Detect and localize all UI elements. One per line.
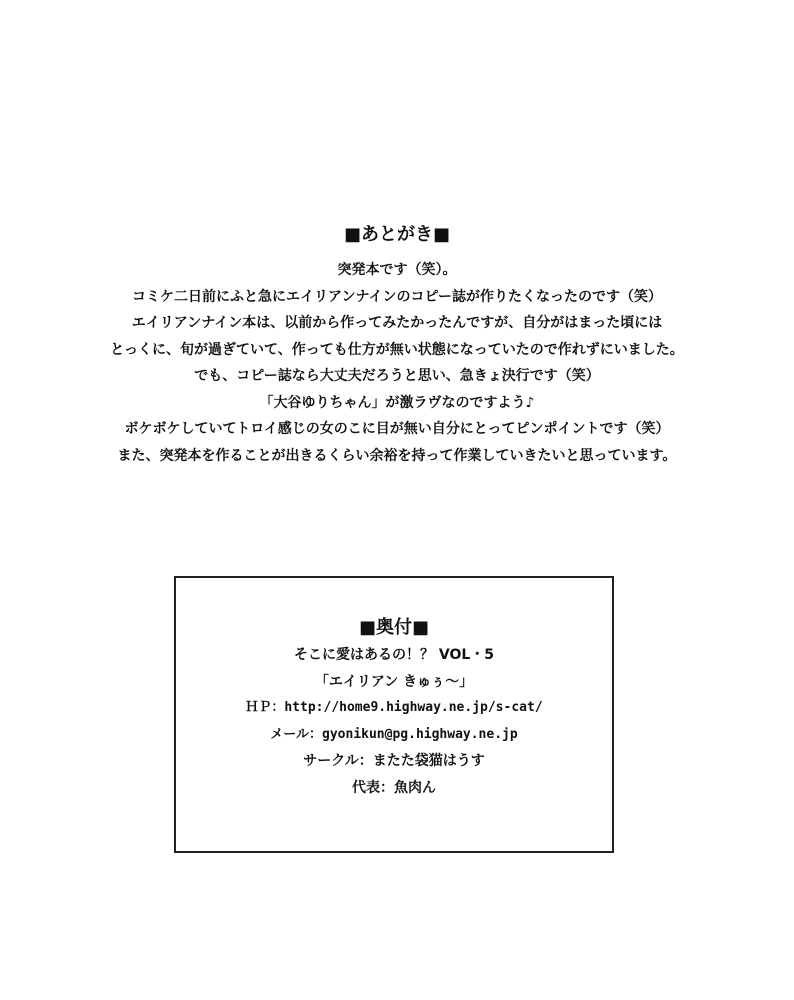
afterword-line-3: エイリアンナイン本は、以前から作ってみたかったんですが、自分がはまった頃には xyxy=(131,315,663,331)
afterword-line-8: また、突発本を作ることが出きるくらい余裕を持って作業していきたいと思っています。 xyxy=(117,447,677,464)
colophon-homepage: ＨＰ：http://home9.highway.ne.jp/s-cat/ xyxy=(245,700,543,715)
colophon-representative: 代表：魚肉ん xyxy=(352,779,436,796)
colophon-box xyxy=(174,576,614,853)
colophon-circle: サークル：またた袋猫はうす xyxy=(303,753,485,769)
colophon-title: ■奥付■ xyxy=(358,617,429,638)
colophon-book-title: そこに愛はあるの！？ VOL・5 xyxy=(293,647,495,663)
colophon-subtitle: 「エイリアン きゅぅ～」 xyxy=(314,673,474,690)
afterword-line-4: とっくに、旬が過ぎていて、作っても仕方が無い状態になっていたので作れずにいました。 xyxy=(110,341,684,358)
afterword-line-6: 「大谷ゆりちゃん」が激ラヴなのですよう♪ xyxy=(259,394,535,411)
afterword-line-7: ボケボケしていてトロイ感じの女のこに目が無い自分にとってピンポイントです（笑） xyxy=(124,421,670,437)
colophon-email: メール：gyonikun@pg.highway.ne.jp xyxy=(270,726,518,742)
afterword-line-5: でも、コピー誌なら大丈夫だろうと思い、急きょ決行です（笑） xyxy=(194,368,600,384)
afterword-line-1: 突発本です（笑）。 xyxy=(337,262,457,278)
afterword-section xyxy=(0,222,794,469)
afterword-title: ■あとがき■ xyxy=(343,224,450,245)
afterword-line-2: コミケ二日前にふと急にエイリアンナインのコピー誌が作りたくなったのです（笑） xyxy=(132,288,662,305)
